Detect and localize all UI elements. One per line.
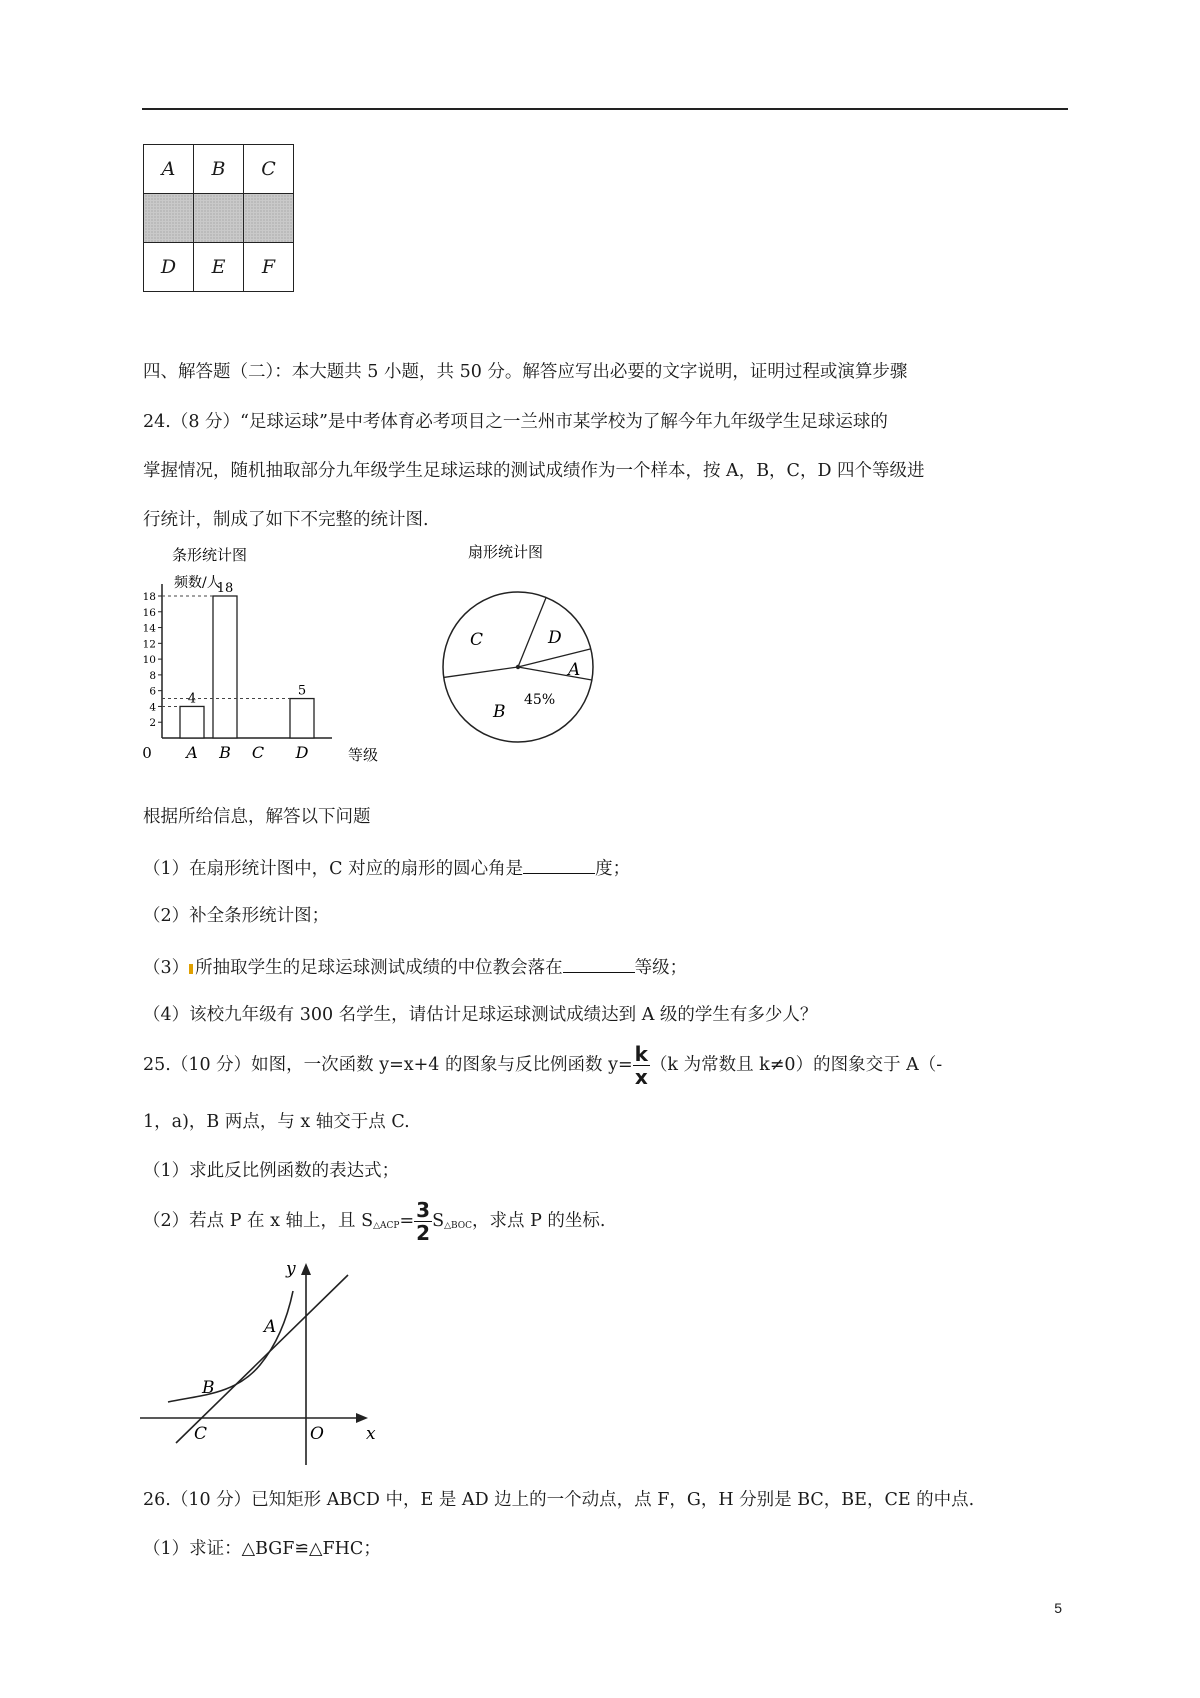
q25-sub2-text: （2）若点 P 在 x 轴上，且 S (143, 1211, 374, 1231)
q24-intro: 根据所给信息，解答以下问题 (143, 807, 371, 827)
grid-cell-a: A (144, 145, 194, 194)
q25-sub2 (143, 1195, 606, 1252)
q25-sub2-rest: ，求点 P 的坐标. (472, 1211, 606, 1231)
grid-cell-d: D (144, 243, 194, 292)
q26-sub1: （1）求证：△BGF≌△FHC； (143, 1539, 381, 1559)
letter-grid (143, 144, 294, 292)
q25-line2: 1，a)，B 两点，与 x 轴交于点 C. (143, 1112, 410, 1132)
y-tick-label: 0 (142, 744, 152, 762)
point-a-label: A (264, 1317, 277, 1337)
point-c-label: C (194, 1424, 208, 1444)
x-tick-label: A (186, 743, 198, 762)
grid-cell-f: F (244, 243, 294, 292)
subscript-acp: △ACP (373, 1221, 400, 1231)
pie-slice-label: A (568, 660, 581, 680)
y-tick-label: 18 (142, 591, 156, 603)
grid-shaded-cell (194, 194, 244, 243)
bar (213, 596, 237, 738)
x-axis-label: x (366, 1424, 376, 1444)
q25-line1-rest: （k 为常数且 k≠0）的图象交于 A（- (649, 1055, 943, 1075)
q26-line1: 26.（10 分）已知矩形 ABCD 中，E 是 AD 边上的一个动点，点 F，G，H 分别是 BC，BE，CE 的中点. (143, 1490, 975, 1510)
y-tick-label: 14 (142, 622, 156, 635)
y-axis-arrow-icon (301, 1263, 311, 1275)
bar-x-axis-title: 等级 (348, 746, 379, 764)
q24-sub1 (143, 855, 630, 881)
grid-shaded-cell (144, 194, 194, 243)
fraction-k-over-x (633, 1043, 650, 1088)
grid-cell-e: E (194, 243, 244, 292)
answer-blank (563, 954, 635, 973)
answer-blank (523, 855, 595, 874)
y-tick-label: 10 (142, 654, 156, 667)
origin-label: O (310, 1424, 324, 1444)
function-graph (140, 1255, 380, 1465)
y-tick-label: 12 (142, 638, 156, 651)
x-tick-label: D (295, 743, 309, 762)
fraction-numerator: 3 (416, 1198, 431, 1222)
bar (290, 699, 314, 738)
q25-line1-text: 25.（10 分）如图，一次函数 y=x+4 的图象与反比例函数 y= (143, 1055, 633, 1075)
x-axis-arrow-icon (356, 1413, 368, 1423)
bar-data-label: 5 (297, 683, 307, 699)
bar-chart-ylabel: 频数/人 (174, 575, 221, 591)
grid-shaded-cell (244, 194, 294, 243)
y-axis-label: y (286, 1259, 296, 1279)
q24-sub3-num: （3） (143, 958, 190, 978)
y-tick-label: 16 (142, 606, 156, 619)
y-tick-label: 4 (149, 701, 156, 714)
pie-slice-label: D (548, 628, 562, 648)
q24-line3: 行统计，制成了如下不完整的统计图. (143, 510, 429, 530)
point-b-label: B (202, 1378, 215, 1398)
bar-data-label: 18 (216, 581, 234, 596)
q24-sub2: （2）补全条形统计图； (143, 906, 330, 926)
bar-chart-title: 条形统计图 (172, 546, 248, 564)
x-tick-label: C (251, 743, 265, 762)
pie-percent-label: 45% (524, 692, 556, 708)
q25-line1 (143, 1040, 942, 1090)
page-number: 5 (1054, 1600, 1062, 1616)
pie-chart (430, 540, 610, 790)
y-tick-label: 2 (149, 717, 156, 730)
q24-line2: 掌握情况，随机抽取部分九年级学生足球运球的测试成绩作为一个样本，按 A，B，C，D 四个等级进 (143, 461, 925, 481)
y-tick-label: 6 (149, 685, 156, 698)
q24-sub1-text: （1）在扇形统计图中，C 对应的扇形的圆心角是 (143, 859, 524, 879)
grid-cell-b: B (194, 145, 244, 194)
pie-slice-label: B (493, 702, 506, 722)
header-rule (142, 108, 1068, 110)
bar-data-label: 4 (187, 691, 197, 707)
y-tick-label: 8 (149, 669, 156, 682)
q25-sub1: （1）求此反比例函数的表达式； (143, 1161, 400, 1181)
fraction-denominator: x (634, 1065, 648, 1089)
fraction-numerator: k (634, 1042, 648, 1066)
highlight-mark (189, 964, 193, 974)
subscript-boc: △BOC (444, 1221, 473, 1231)
grid-cell-c: C (244, 145, 294, 194)
bar-chart (140, 540, 410, 790)
equals-sign: = (399, 1211, 415, 1231)
fraction-three-halves (414, 1199, 432, 1244)
pie-center-dot (516, 665, 520, 669)
bar (180, 706, 204, 738)
fraction-denominator: 2 (416, 1221, 431, 1245)
q24-sub4: （4）该校九年级有 300 名学生，请估计足球运球测试成绩达到 A 级的学生有多少人？ (143, 1005, 818, 1025)
pie-slice-label: C (470, 630, 484, 650)
q24-sub3 (143, 954, 687, 980)
q24-line1: 24.（8 分）“足球运球”是中考体育必考项目之一兰州市某学校为了解今年九年级学生足球运球的 (143, 412, 888, 432)
pie-chart-title: 扇形统计图 (468, 543, 544, 561)
q25-sub2-s: S (432, 1211, 445, 1231)
section-heading: 四、解答题（二）：本大题共 5 小题，共 50 分。解答应写出必要的文字说明，证明过程或演算步骤 (143, 362, 908, 382)
x-tick-label: B (219, 743, 231, 762)
q24-sub1-unit: 度； (595, 859, 631, 879)
q24-sub3-unit: 等级； (634, 958, 688, 978)
q24-sub3-text: 所抽取学生的足球运球测试成绩的中位教会落在 (195, 958, 563, 978)
